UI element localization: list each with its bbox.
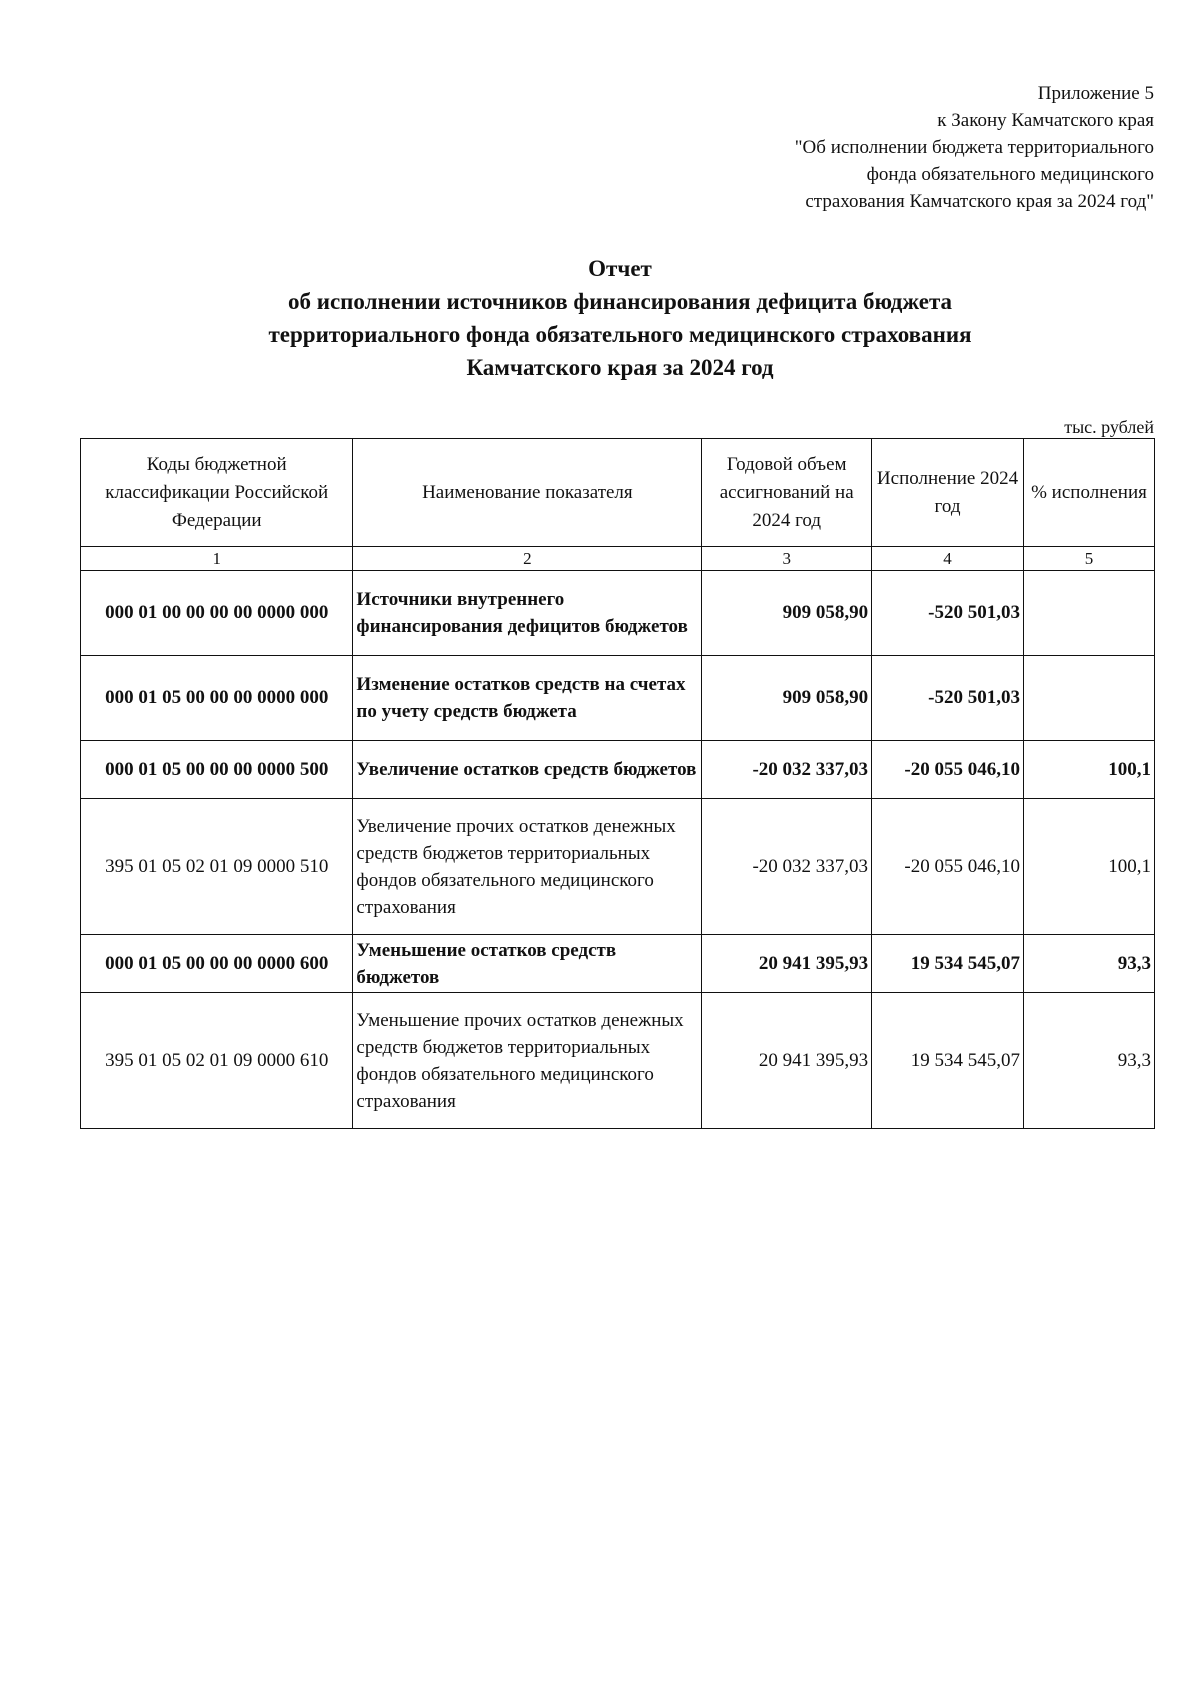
appendix-line: Приложение 5: [1037, 83, 1154, 104]
indicator-name: Увеличение прочих остатков денежных средств бюджетов территориальных фондов обязательного медицинского страхования: [353, 799, 702, 935]
planned-amount: 20 941 395,93: [702, 935, 872, 993]
header-code: Коды бюджетной классификации Российской Федерации: [81, 439, 353, 547]
budget-code: 000 01 00 00 00 00 0000 000: [81, 571, 353, 656]
executed-amount: -20 055 046,10: [872, 799, 1024, 935]
header-percent: % исполнения: [1023, 439, 1154, 547]
indicator-name: Изменение остатков средств на счетах по учету средств бюджета: [353, 656, 702, 741]
table-row: [81, 993, 1155, 1129]
report-title: [80, 252, 1160, 384]
planned-amount: -20 032 337,03: [702, 799, 872, 935]
column-number: 1: [81, 547, 353, 571]
header-name: Наименование показателя: [353, 439, 702, 547]
budget-code: 000 01 05 00 00 00 0000 500: [81, 741, 353, 799]
appendix-line: страхования Камчатского края за 2024 год": [805, 191, 1154, 212]
planned-amount: 909 058,90: [702, 571, 872, 656]
table-row: [81, 741, 1155, 799]
execution-percent: 93,3: [1023, 935, 1154, 993]
executed-amount: -520 501,03: [872, 656, 1024, 741]
planned-amount: 20 941 395,93: [702, 993, 872, 1129]
table-row: [81, 571, 1155, 656]
column-number: 5: [1023, 547, 1154, 571]
indicator-name: Увеличение остатков средств бюджетов: [353, 741, 702, 799]
execution-percent: 100,1: [1023, 799, 1154, 935]
executed-amount: 19 534 545,07: [872, 935, 1024, 993]
title-line: Отчет: [588, 256, 652, 281]
table-row: [81, 935, 1155, 993]
executed-amount: -520 501,03: [872, 571, 1024, 656]
table-row: [81, 799, 1155, 935]
appendix-line: к Закону Камчатского края: [937, 110, 1154, 131]
title-line: территориального фонда обязательного медицинского страхования: [268, 322, 972, 347]
column-number: 4: [872, 547, 1024, 571]
indicator-name: Уменьшение остатков средств бюджетов: [353, 935, 702, 993]
header-planned: Годовой объем ассигнований на 2024 год: [702, 439, 872, 547]
execution-percent: [1023, 656, 1154, 741]
budget-code: 395 01 05 02 01 09 0000 510: [81, 799, 353, 935]
indicator-name: Уменьшение прочих остатков денежных средств бюджетов территориальных фондов обязательного медицинского страхования: [353, 993, 702, 1129]
title-line: Камчатского края за 2024 год: [466, 355, 774, 380]
units-label: тыс. рублей: [1064, 417, 1154, 437]
appendix-line: фонда обязательного медицинского: [866, 164, 1154, 185]
title-line: об исполнении источников финансирования дефицита бюджета: [287, 289, 953, 314]
header-row: [81, 439, 1155, 547]
execution-percent: [1023, 571, 1154, 656]
appendix-line: "Об исполнении бюджета территориального: [794, 137, 1154, 158]
budget-code: 000 01 05 00 00 00 0000 000: [81, 656, 353, 741]
budget-code: 395 01 05 02 01 09 0000 610: [81, 993, 353, 1129]
execution-percent: 93,3: [1023, 993, 1154, 1129]
budget-code: 000 01 05 00 00 00 0000 600: [81, 935, 353, 993]
column-number: 3: [702, 547, 872, 571]
column-number: 2: [353, 547, 702, 571]
executed-amount: 19 534 545,07: [872, 993, 1024, 1129]
planned-amount: 909 058,90: [702, 656, 872, 741]
planned-amount: -20 032 337,03: [702, 741, 872, 799]
column-number-row: [81, 547, 1155, 571]
appendix-block: [634, 80, 1154, 215]
executed-amount: -20 055 046,10: [872, 741, 1024, 799]
indicator-name: Источники внутреннего финансирования дефицитов бюджетов: [353, 571, 702, 656]
execution-percent: 100,1: [1023, 741, 1154, 799]
header-executed: Исполнение 2024 год: [872, 439, 1024, 547]
report-table: [80, 438, 1155, 1129]
table-row: [81, 656, 1155, 741]
